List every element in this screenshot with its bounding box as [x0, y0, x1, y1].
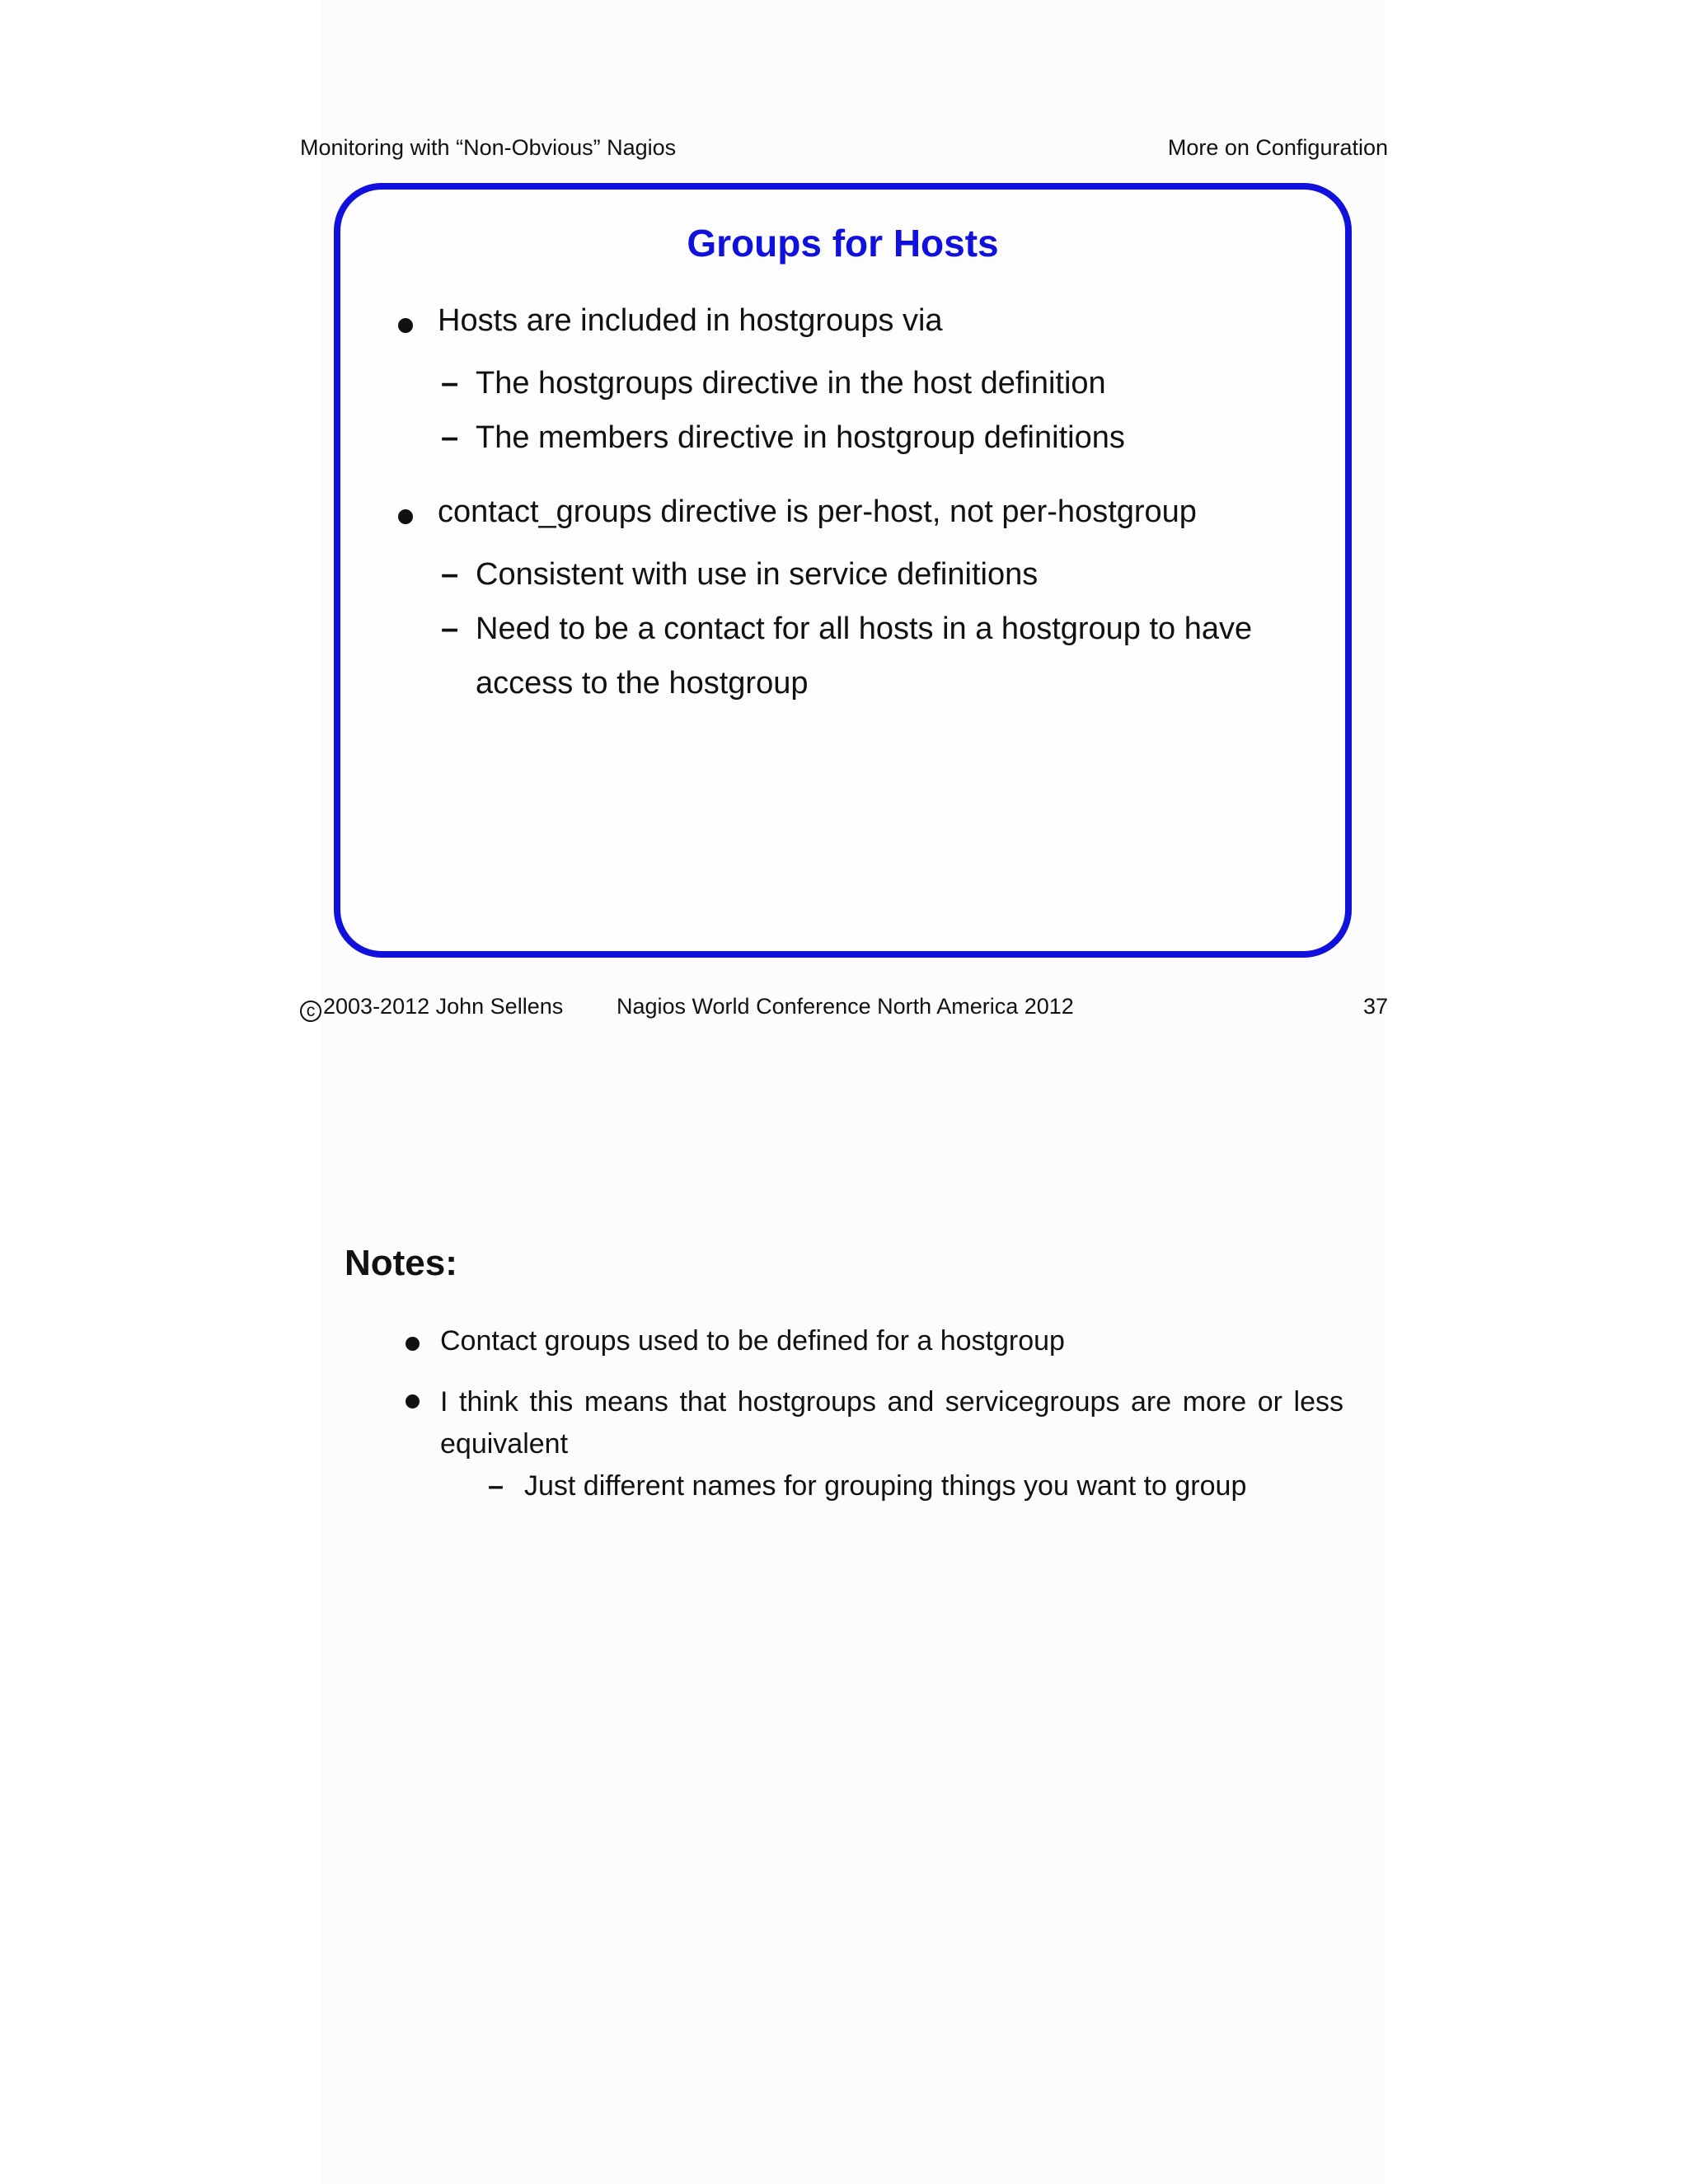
dash-icon: –	[488, 1470, 504, 1502]
slide-sub-bullet-2-2-text: Need to be a contact for all hosts in a hostgroup to have	[476, 612, 1253, 646]
footer-copyright-text: 2003-2012 John Sellens	[323, 994, 564, 1019]
notes-title: Notes:	[345, 1243, 457, 1283]
footer-copyright	[300, 994, 563, 1022]
slide-sub-bullet-1-2-text: The members directive in hostgroup definitions	[476, 420, 1125, 455]
copyright-icon: c	[300, 1001, 321, 1022]
slide-bullet-1-text: Hosts are included in hostgroups via	[438, 303, 943, 338]
footer-conference: Nagios World Conference North America 2012	[617, 994, 1074, 1019]
slide-frame	[334, 183, 1352, 958]
dash-icon: –	[441, 557, 459, 592]
bullet-dot-icon	[406, 1394, 420, 1408]
dash-icon: –	[441, 366, 459, 401]
bullet-dot-icon	[398, 318, 413, 333]
header-document-title: Monitoring with “Non-Obvious” Nagios	[300, 135, 677, 160]
notes-bullet-2-text: I think this means that hostgroups and servicegroups are more or less equivalent	[440, 1386, 1343, 1460]
dash-icon: –	[441, 612, 459, 646]
notes-bullet-1-text: Contact groups used to be defined for a hostgroup	[440, 1325, 1065, 1357]
slide-title: Groups for Hosts	[687, 222, 999, 265]
slide-sub-bullet-2-2-continuation: access to the hostgroup	[476, 666, 809, 701]
bullet-dot-icon	[406, 1337, 420, 1351]
header-section-title: More on Configuration	[1167, 135, 1388, 160]
bullet-dot-icon	[398, 509, 413, 524]
slide-bullet-2-text: contact_groups directive is per-host, not per-hostgroup	[438, 494, 1197, 529]
dash-icon: –	[441, 420, 459, 455]
footer-page-number: 37	[1362, 994, 1388, 1019]
notes-sub-bullet-2-1-text: Just different names for grouping things you want to group	[524, 1470, 1247, 1502]
slide-sub-bullet-2-1-text: Consistent with use in service definitions	[476, 557, 1039, 592]
slide-sub-bullet-1-1-text: The hostgroups directive in the host definition	[476, 366, 1106, 401]
slide-bullet-list	[340, 190, 1345, 951]
